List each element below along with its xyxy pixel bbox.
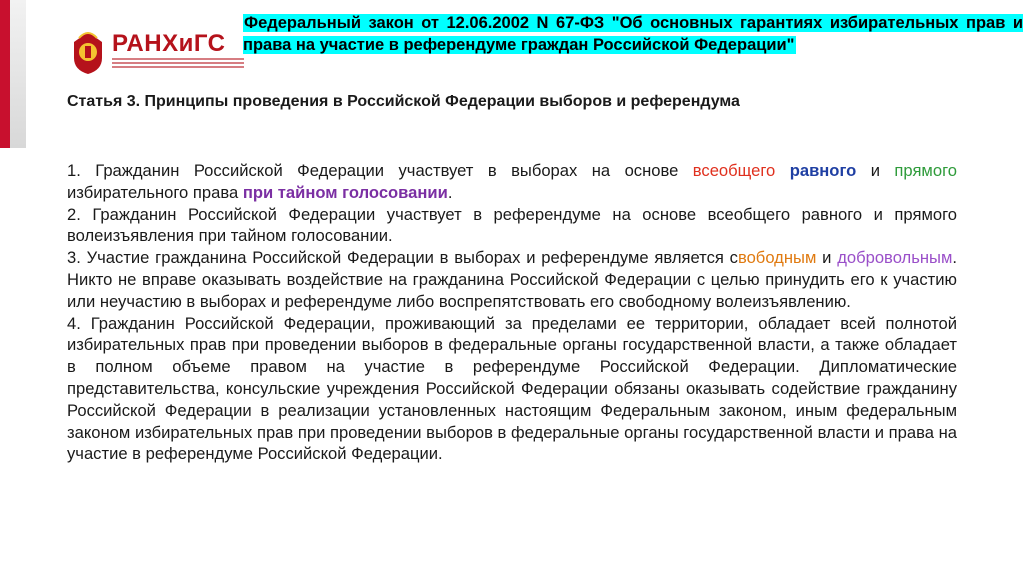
term-secret-ballot: при тайном голосовании bbox=[242, 182, 448, 202]
logo-wordmark: РАНХиГС bbox=[112, 30, 226, 57]
term-voluntary: добровольным bbox=[837, 248, 953, 268]
article-heading: Статья 3. Принципы проведения в Российской Федерации выборов и референдума bbox=[67, 93, 740, 110]
term-equal: равного bbox=[789, 161, 857, 180]
article-body bbox=[67, 160, 957, 465]
term-free: вободным bbox=[737, 248, 817, 268]
left-brand-bar bbox=[0, 0, 10, 148]
paragraph-4: 4. Гражданин Российской Федерации, проживающий за пределами ее территории, обладает всей полнотой избирательных прав при проведении выборов в федеральные органы государственной власти, а также обладает в полном объеме правом на участие в референдуме Российской Федерации. Дипломатические представительства, консульские учреждения Российской Федерации обязаны оказывать содействие гражданину Российской Федерации в реализации установленных настоящим Федеральным законом, иным федеральным законом избирательных прав при проведении выборов в федеральные органы государственной власти и права на участие в референдуме Российской Федерации. bbox=[67, 313, 957, 464]
logo-subtitle-lines bbox=[112, 58, 244, 72]
paragraph-1: 1. Гражданин Российской Федерации участвует в выборах на основе всеобщего равного и прямого избирательного права при тайном голосовании. bbox=[67, 161, 957, 202]
law-title-box bbox=[243, 12, 1023, 56]
law-title: Федеральный закон от 12.06.2002 N 67-ФЗ "Об основных гарантиях избирательных прав и права на участие в референдуме граждан Российской Федерации" bbox=[243, 14, 1023, 54]
emblem-icon bbox=[68, 28, 108, 76]
ranepa-logo bbox=[68, 28, 248, 80]
term-direct: прямого bbox=[894, 161, 957, 180]
paragraph-2: 2. Гражданин Российской Федерации участвует в референдуме на основе всеобщего равного и прямого волеизъявления при тайном голосовании. bbox=[67, 204, 957, 246]
paragraph-3: 3. Участие гражданина Российской Федерации в выборах и референдуме является свободным и добровольным. Никто не вправе оказывать воздействие на гражданина Российской Федерации с целью принудить его к участию или неучастию в выборах и референдуме либо воспрепятствовать его свободному волеизъявлению. bbox=[67, 248, 958, 311]
left-accent-bar bbox=[10, 0, 26, 148]
term-universal: всеобщего bbox=[692, 161, 776, 180]
